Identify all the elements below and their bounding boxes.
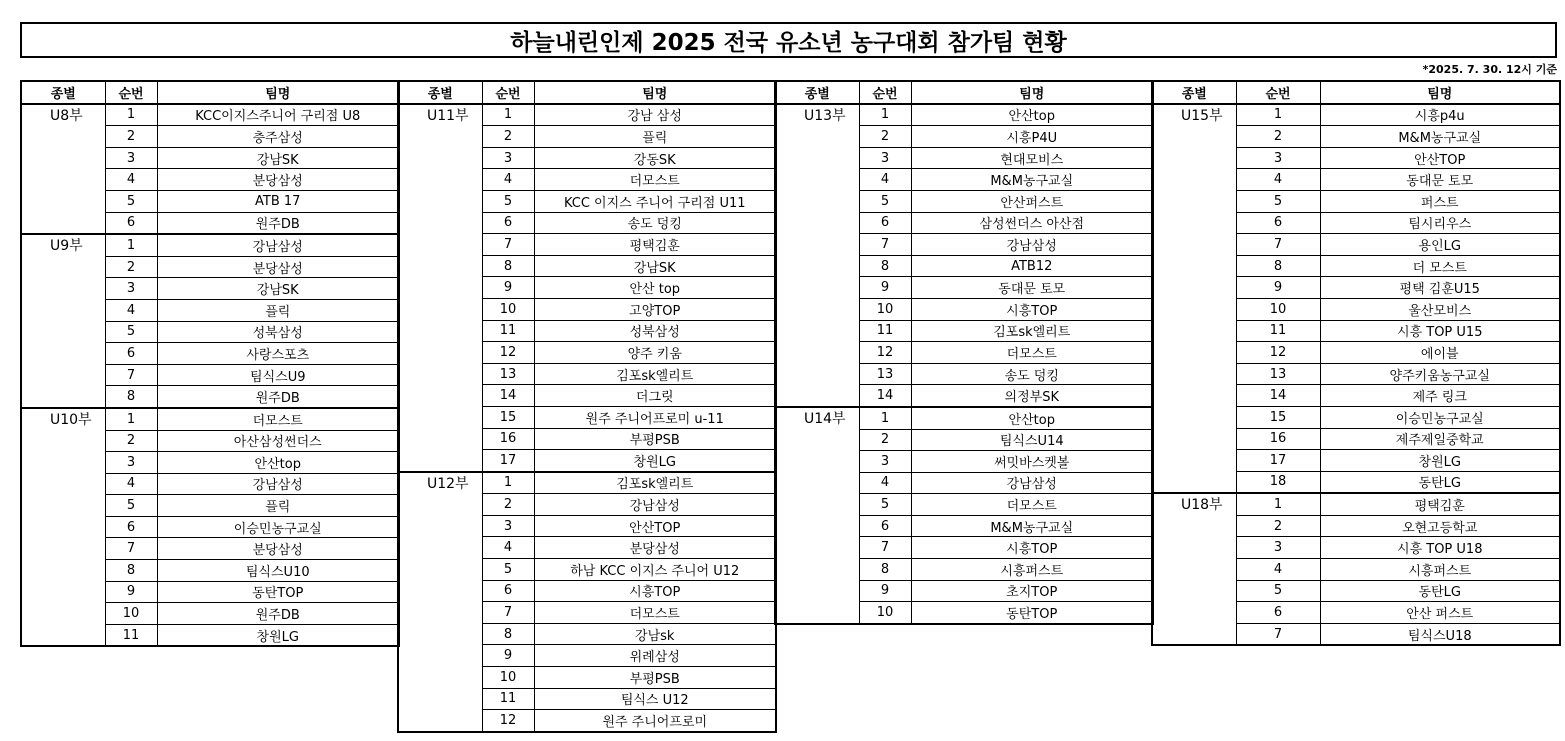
order-cell: 9 [1236,277,1320,299]
column-2 [397,80,775,733]
team-name-cell: 더모스트 [911,342,1153,364]
order-cell: 4 [1236,169,1320,191]
order-cell: 1 [859,407,911,429]
order-cell: 4 [105,299,157,321]
team-name-cell: 동대문 토모 [1320,169,1560,191]
team-name-cell: M&M농구교실 [1320,126,1560,148]
order-cell: 8 [1236,255,1320,277]
team-name-cell: 시흥P4U [911,126,1153,148]
team-name-cell: 분당삼성 [157,256,399,278]
category-cell: U8부 [21,104,105,235]
order-cell: 8 [859,559,911,581]
order-cell: 1 [105,408,157,430]
order-cell: 5 [859,494,911,516]
order-cell: 6 [1236,212,1320,234]
team-name-cell: 분당삼성 [534,537,776,559]
team-name-cell: 성북삼성 [157,321,399,343]
order-cell: 3 [859,451,911,473]
order-cell: 5 [859,190,911,212]
team-name-cell: 강동SK [534,147,776,169]
order-cell: 6 [859,515,911,537]
team-name-cell: 더모스트 [534,602,776,624]
order-cell: 4 [482,169,534,191]
team-name-cell: ATB12 [911,255,1153,277]
order-cell: 9 [105,581,157,603]
order-cell: 11 [482,688,534,710]
team-name-cell: 창원LG [534,450,776,472]
order-cell: 3 [105,452,157,474]
order-cell: 8 [859,255,911,277]
team-name-cell: 플릭 [157,299,399,321]
team-name-cell: 용인LG [1320,234,1560,256]
team-name-cell: 팀식스U9 [157,364,399,386]
team-name-cell: 동탄LG [1320,471,1560,493]
table-row [398,104,776,126]
team-name-cell: 동탄TOP [911,602,1153,624]
team-name-cell: 시흥p4u [1320,104,1560,126]
order-cell: 1 [482,104,534,126]
team-name-cell: 팀시리우스 [1320,212,1560,234]
order-cell: 9 [482,277,534,299]
team-name-cell: 안산 퍼스트 [1320,602,1560,624]
column-3 [774,80,1152,625]
team-name-cell: 플릭 [534,126,776,148]
header-category: 종별 [398,81,482,104]
category-cell: U18부 [1152,493,1236,645]
order-cell: 11 [105,624,157,646]
team-name-cell: 원주DB [157,603,399,625]
header-order: 순번 [482,81,534,104]
order-cell: 7 [1236,623,1320,645]
team-name-cell: 강남sk [534,623,776,645]
team-name-cell: M&M농구교실 [911,515,1153,537]
order-cell: 5 [482,559,534,581]
category-cell: U12부 [398,472,482,732]
team-table [1151,80,1561,646]
category-cell: U14부 [775,407,859,624]
order-cell: 1 [1236,104,1320,126]
team-name-cell: 이승민농구교실 [157,516,399,538]
team-name-cell: 더모스트 [534,169,776,191]
team-name-cell: 팀식스U14 [911,429,1153,451]
order-cell: 9 [859,580,911,602]
header-team: 팀명 [911,81,1153,104]
order-cell: 1 [1236,493,1320,515]
order-cell: 10 [859,298,911,320]
order-cell: 2 [859,126,911,148]
team-name-cell: 강남 삼성 [534,104,776,126]
team-name-cell: 팀식스 U12 [534,688,776,710]
order-cell: 1 [105,234,157,256]
team-name-cell: 아산삼성썬더스 [157,430,399,452]
team-name-cell: 강남SK [157,147,399,169]
column-1 [20,80,398,647]
order-cell: 8 [482,623,534,645]
table-row [775,104,1153,126]
header-category: 종별 [775,81,859,104]
order-cell: 2 [859,429,911,451]
team-name-cell: 삼성썬더스 아산점 [911,212,1153,234]
category-cell: U9부 [21,234,105,408]
order-cell: 1 [105,104,157,126]
order-cell: 5 [105,190,157,212]
team-name-cell: 에이블 [1320,342,1560,364]
header-order: 순번 [105,81,157,104]
team-name-cell: 시흥 TOP U18 [1320,537,1560,559]
order-cell: 5 [1236,580,1320,602]
category-cell: U13부 [775,104,859,407]
order-cell: 5 [482,190,534,212]
team-name-cell: M&M농구교실 [911,169,1153,191]
order-cell: 12 [482,710,534,732]
team-name-cell: 양주키움농구교실 [1320,363,1560,385]
team-name-cell: 김포sk엘리트 [534,472,776,494]
team-name-cell: 플릭 [157,495,399,517]
table-row [1152,493,1560,515]
header-category: 종별 [21,81,105,104]
team-name-cell: 평택김훈 [1320,493,1560,515]
order-cell: 6 [859,212,911,234]
order-cell: 2 [105,430,157,452]
order-cell: 3 [1236,147,1320,169]
order-cell: 17 [482,450,534,472]
order-cell: 10 [105,603,157,625]
team-name-cell: 강남삼성 [534,494,776,516]
team-name-cell: 퍼스트 [1320,190,1560,212]
team-name-cell: 분당삼성 [157,538,399,560]
order-cell: 14 [482,385,534,407]
team-name-cell: 동탄LG [1320,580,1560,602]
team-name-cell: KCC 이지스 주니어 구리점 U11 [534,190,776,212]
order-cell: 2 [482,494,534,516]
team-name-cell: 동대문 토모 [911,277,1153,299]
team-name-cell: 원주DB [157,212,399,234]
team-name-cell: 안산TOP [1320,147,1560,169]
table-row [21,104,399,126]
column-4 [1151,80,1559,646]
table-row [21,234,399,256]
team-name-cell: 사랑스포츠 [157,343,399,365]
order-cell: 8 [105,560,157,582]
order-cell: 3 [482,147,534,169]
table-row [21,408,399,430]
team-name-cell: ATB 17 [157,190,399,212]
order-cell: 16 [482,428,534,450]
team-name-cell: 제주 링크 [1320,385,1560,407]
order-cell: 1 [482,472,534,494]
order-cell: 7 [482,602,534,624]
team-name-cell: 강남삼성 [911,472,1153,494]
order-cell: 16 [1236,428,1320,450]
order-cell: 7 [859,537,911,559]
team-name-cell: 부평PSB [534,428,776,450]
order-cell: 17 [1236,450,1320,472]
order-cell: 9 [482,645,534,667]
team-name-cell: 김포sk엘리트 [911,320,1153,342]
team-name-cell: KCC이지스주니어 구리점 U8 [157,104,399,126]
order-cell: 5 [105,321,157,343]
order-cell: 14 [1236,385,1320,407]
team-name-cell: 강남SK [157,278,399,300]
order-cell: 8 [482,255,534,277]
order-cell: 3 [482,515,534,537]
order-cell: 13 [1236,363,1320,385]
team-name-cell: 안산TOP [534,515,776,537]
header-team: 팀명 [157,81,399,104]
team-name-cell: 제주제일중학교 [1320,428,1560,450]
team-name-cell: 의정부SK [911,385,1153,407]
order-cell: 4 [482,537,534,559]
team-name-cell: 시흥퍼스트 [911,559,1153,581]
order-cell: 15 [1236,406,1320,428]
order-cell: 10 [482,298,534,320]
order-cell: 10 [1236,298,1320,320]
order-cell: 13 [859,363,911,385]
order-cell: 4 [859,169,911,191]
order-cell: 10 [859,602,911,624]
order-cell: 2 [1236,515,1320,537]
table-row [398,472,776,494]
order-cell: 10 [482,667,534,689]
team-name-cell: 창원LG [1320,450,1560,472]
table-row [775,407,1153,429]
team-name-cell: 시흥TOP [534,580,776,602]
order-cell: 6 [105,343,157,365]
team-name-cell: 안산top [911,407,1153,429]
order-cell: 11 [1236,320,1320,342]
order-cell: 6 [1236,602,1320,624]
team-table [20,80,400,647]
team-name-cell: 시흥TOP [911,298,1153,320]
team-name-cell: 성북삼성 [534,320,776,342]
team-name-cell: 강남삼성 [157,234,399,256]
order-cell: 11 [859,320,911,342]
team-name-cell: 더모스트 [911,494,1153,516]
category-cell: U11부 [398,104,482,472]
category-cell: U15부 [1152,104,1236,494]
team-name-cell: 안산퍼스트 [911,190,1153,212]
order-cell: 8 [105,386,157,408]
order-cell: 3 [1236,537,1320,559]
order-cell: 11 [482,320,534,342]
order-cell: 2 [105,256,157,278]
team-name-cell: 팀식스U18 [1320,623,1560,645]
team-table [397,80,777,733]
header-team: 팀명 [1320,81,1560,104]
order-cell: 1 [859,104,911,126]
order-cell: 7 [859,234,911,256]
team-name-cell: 시흥퍼스트 [1320,559,1560,581]
table-row [1152,104,1560,126]
team-name-cell: 평택김훈 [534,234,776,256]
order-cell: 2 [1236,126,1320,148]
team-name-cell: 안산top [911,104,1153,126]
order-cell: 2 [482,126,534,148]
order-cell: 4 [105,473,157,495]
team-name-cell: 양주 키움 [534,342,776,364]
order-cell: 3 [105,278,157,300]
team-name-cell: 안산 top [534,277,776,299]
order-cell: 7 [1236,234,1320,256]
team-name-cell: 시흥 TOP U15 [1320,320,1560,342]
team-name-cell: 더 모스트 [1320,255,1560,277]
order-cell: 15 [482,406,534,428]
team-name-cell: 하남 KCC 이지스 주니어 U12 [534,559,776,581]
reference-date-note: *2025. 7. 30. 12시 기준 [1422,63,1557,76]
team-name-cell: 부평PSB [534,667,776,689]
team-name-cell: 써밋바스켓볼 [911,451,1153,473]
team-name-cell: 원주DB [157,386,399,408]
header-team: 팀명 [534,81,776,104]
order-cell: 6 [105,516,157,538]
team-name-cell: 송도 덩킹 [911,363,1153,385]
header-order: 순번 [1236,81,1320,104]
team-name-cell: 강남삼성 [157,473,399,495]
team-name-cell: 초지TOP [911,580,1153,602]
team-name-cell: 현대모비스 [911,147,1153,169]
order-cell: 6 [105,212,157,234]
order-cell: 14 [859,385,911,407]
order-cell: 12 [859,342,911,364]
team-name-cell: 충주삼성 [157,126,399,148]
team-name-cell: 더그릿 [534,385,776,407]
team-name-cell: 창원LG [157,624,399,646]
order-cell: 4 [859,472,911,494]
order-cell: 9 [859,277,911,299]
order-cell: 12 [1236,342,1320,364]
header-category: 종별 [1152,81,1236,104]
order-cell: 12 [482,342,534,364]
team-name-cell: 원주 주니어프로미 u-11 [534,406,776,428]
team-name-cell: 울산모비스 [1320,298,1560,320]
team-name-cell: 분당삼성 [157,169,399,191]
order-cell: 3 [859,147,911,169]
page-title: 하늘내린인제 2025 전국 유소년 농구대회 참가팀 현황 [20,22,1557,58]
team-name-cell: 동탄TOP [157,581,399,603]
order-cell: 6 [482,212,534,234]
team-name-cell: 강남SK [534,255,776,277]
order-cell: 5 [105,495,157,517]
team-name-cell: 평택 김훈U15 [1320,277,1560,299]
order-cell: 7 [482,234,534,256]
team-name-cell: 원주 주니어프로미 [534,710,776,732]
order-cell: 7 [105,538,157,560]
team-name-cell: 안산top [157,452,399,474]
order-cell: 3 [105,147,157,169]
order-cell: 13 [482,363,534,385]
category-cell: U10부 [21,408,105,647]
team-name-cell: 더모스트 [157,408,399,430]
team-name-cell: 위례삼성 [534,645,776,667]
order-cell: 18 [1236,471,1320,493]
team-name-cell: 오현고등학교 [1320,515,1560,537]
order-cell: 4 [1236,559,1320,581]
team-name-cell: 고양TOP [534,298,776,320]
team-table [774,80,1154,625]
order-cell: 5 [1236,190,1320,212]
team-name-cell: 김포sk엘리트 [534,363,776,385]
order-cell: 2 [105,126,157,148]
team-name-cell: 팀식스U10 [157,560,399,582]
order-cell: 6 [482,580,534,602]
header-order: 순번 [859,81,911,104]
team-name-cell: 송도 덩킹 [534,212,776,234]
team-name-cell: 시흥TOP [911,537,1153,559]
team-name-cell: 이승민농구교실 [1320,406,1560,428]
order-cell: 7 [105,364,157,386]
team-name-cell: 강남삼성 [911,234,1153,256]
order-cell: 4 [105,169,157,191]
